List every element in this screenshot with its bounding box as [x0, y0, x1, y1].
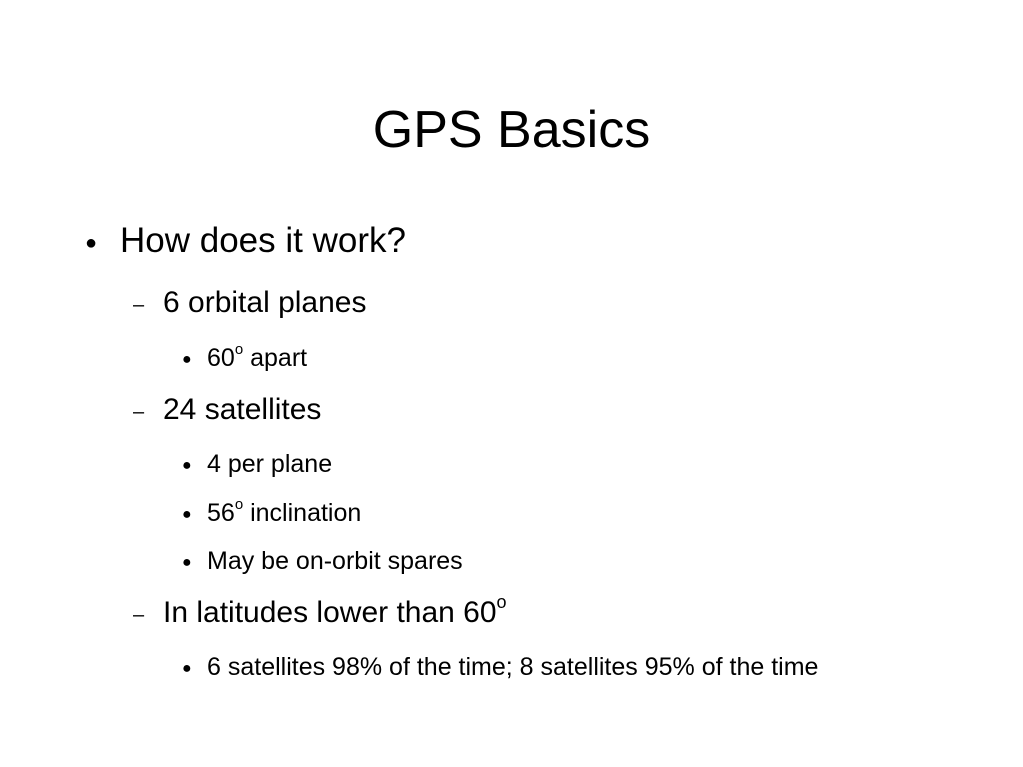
degree-sup: o	[234, 496, 244, 514]
bullet-text	[207, 340, 917, 377]
bullet-text: How does it work?	[120, 221, 406, 260]
bullet-text: May be on-orbit spares	[207, 547, 463, 575]
bullet-text: 6 satellites 98% of the time; 8 satellites 95% of the time	[207, 653, 819, 681]
bullet-marker: ●	[182, 554, 192, 571]
latitude-text: In latitudes lower than 60	[163, 596, 497, 629]
degree-value: 60	[207, 344, 235, 372]
bullet-rest: inclination	[243, 499, 362, 527]
bullet-marker: ●	[182, 457, 192, 474]
bullet-marker: ●	[182, 351, 192, 368]
degree-sup: o	[496, 592, 507, 613]
bullet-text: 6 orbital planes	[163, 286, 367, 319]
degree-value: 56	[207, 499, 235, 527]
bullet-text: 24 satellites	[163, 393, 322, 426]
bullet-rest: apart	[243, 344, 308, 372]
dash-marker: –	[133, 294, 145, 316]
bullet-marker: ●	[182, 660, 192, 677]
dash-marker: –	[133, 604, 145, 626]
bullet-marker: ●	[182, 506, 192, 523]
dash-marker: –	[133, 401, 145, 423]
slide-title: GPS Basics	[372, 101, 651, 159]
bullet-text: 4 per plane	[207, 450, 333, 478]
bullet-text	[163, 592, 507, 630]
degree-sup: o	[234, 341, 244, 359]
bullet-text	[207, 495, 917, 532]
bullet-marker: ●	[85, 232, 98, 254]
